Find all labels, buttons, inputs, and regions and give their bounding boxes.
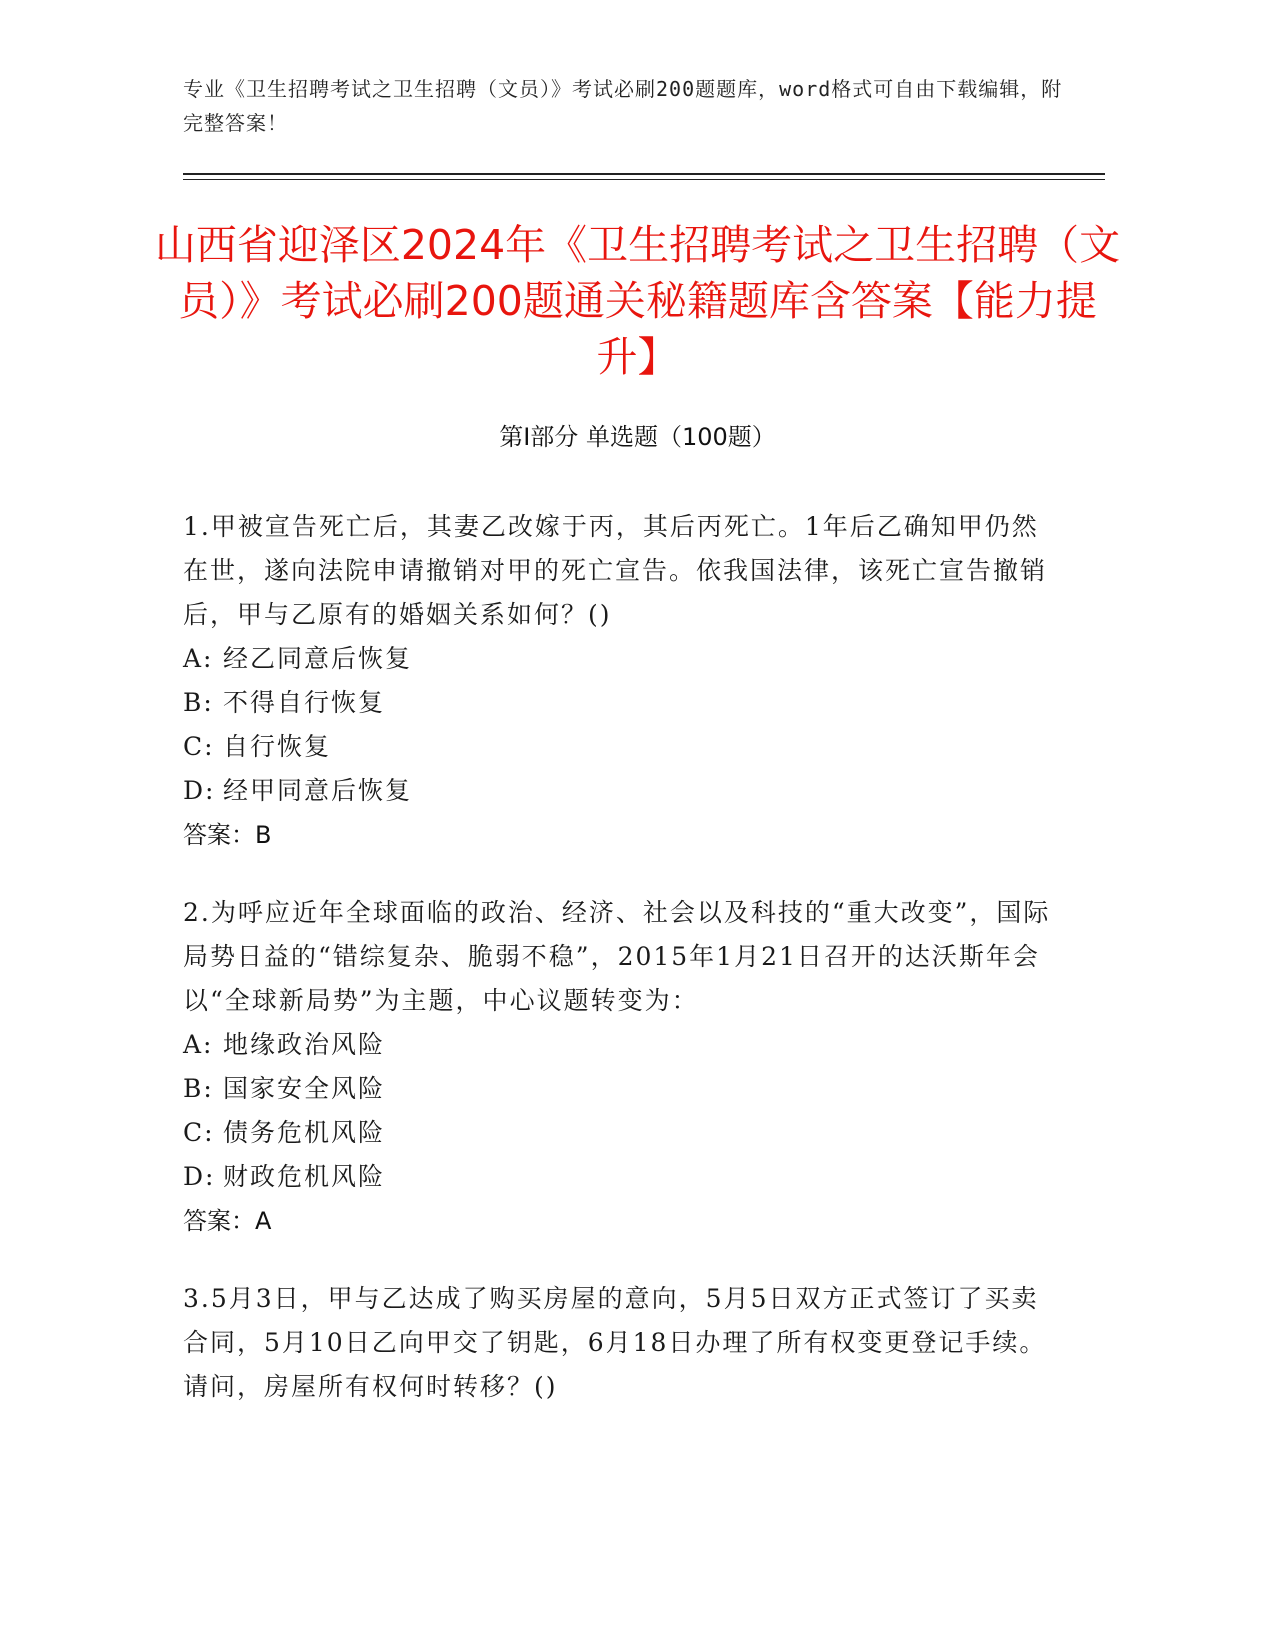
option-text: 财政危机风险 (223, 1162, 386, 1191)
question-stem: 2.为呼应近年全球面临的政治、经济、社会以及科技的“重大改变”，国际局势日益的“错综复杂、脆弱不稳”，2015年1月21日召开的达沃斯年会以“全球新局势”为主题，中心议题转变为： (183, 898, 1051, 1015)
section-title: 第Ⅰ部分 单选题（100题） (499, 423, 776, 451)
question-stem: 3.5月3日，甲与乙达成了购买房屋的意向，5月5日双方正式签订了买卖合同，5月10日乙向甲交了钥匙，6月18日办理了所有权变更登记手续。请问，房屋所有权何时转移？() (183, 1284, 1047, 1401)
answer-line: 答案：A (183, 1207, 272, 1235)
header-divider-thick (183, 173, 1105, 175)
option-text: 不得自行恢复 (223, 688, 386, 717)
option-letter: D: (183, 1162, 216, 1191)
option-d (183, 1155, 1053, 1199)
question-list (183, 505, 1053, 1443)
document-title: 山西省迎泽区2024年《卫生招聘考试之卫生招聘（文员）》考试必刷200题通关秘籍题库含答案【能力提升】 (154, 221, 1121, 381)
header-divider-thin (183, 179, 1105, 180)
question-1 (183, 505, 1053, 857)
option-text: 国家安全风险 (223, 1074, 386, 1103)
option-c (183, 725, 1053, 769)
question-3 (183, 1277, 1053, 1409)
option-a (183, 637, 1053, 681)
option-letter: D: (183, 776, 216, 805)
option-letter: C: (183, 732, 215, 761)
option-a (183, 1023, 1053, 1067)
answer-line: 答案：B (183, 821, 272, 849)
option-text: 经乙同意后恢复 (223, 644, 413, 673)
option-letter: B: (183, 1074, 214, 1103)
header-note: 专业《卫生招聘考试之卫生招聘（文员）》考试必刷200题题库，word格式可自由下载编辑，附完整答案！ (183, 77, 1063, 135)
option-letter: A: (183, 644, 214, 673)
option-c (183, 1111, 1053, 1155)
option-text: 自行恢复 (223, 732, 332, 761)
option-letter: B: (183, 688, 214, 717)
option-text: 债务危机风险 (223, 1118, 386, 1147)
option-b (183, 681, 1053, 725)
option-letter: C: (183, 1118, 215, 1147)
option-text: 经甲同意后恢复 (223, 776, 413, 805)
option-b (183, 1067, 1053, 1111)
question-stem: 1.甲被宣告死亡后，其妻乙改嫁于丙，其后丙死亡。1年后乙确知甲仍然在世，遂向法院申请撤销对甲的死亡宣告。依我国法律，该死亡宣告撤销后，甲与乙原有的婚姻关系如何？() (183, 512, 1048, 629)
question-2 (183, 891, 1053, 1243)
option-letter: A: (183, 1030, 214, 1059)
option-d (183, 769, 1053, 813)
option-text: 地缘政治风险 (223, 1030, 386, 1059)
